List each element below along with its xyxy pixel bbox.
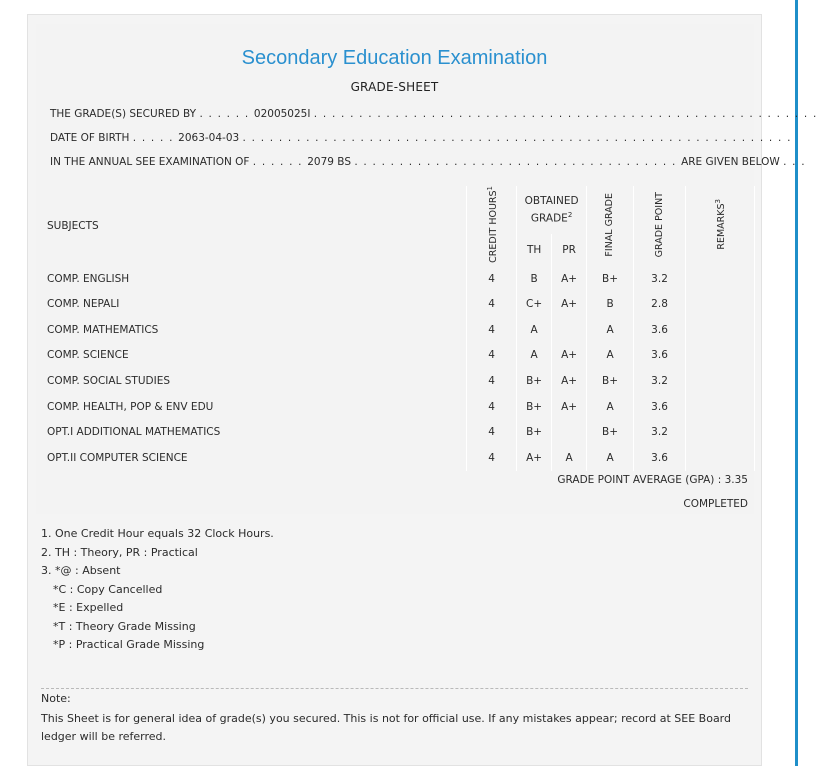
remarks xyxy=(686,445,755,471)
header-obtained-grade: OBTAINED GRADE$^2$ xyxy=(517,186,587,234)
credit-hours: 4 xyxy=(467,317,517,343)
pr-grade: A xyxy=(552,445,587,471)
note-divider xyxy=(41,688,748,689)
grade-point: 3.6 xyxy=(634,317,686,343)
symbol-number: 02005025I xyxy=(253,108,311,120)
footnote-item: *C : Copy Cancelled xyxy=(53,582,163,596)
credit-hours: 4 xyxy=(467,291,517,317)
grade-table xyxy=(39,186,755,471)
grade-point: 3.6 xyxy=(634,445,686,471)
footnote-item: *P : Practical Grade Missing xyxy=(53,638,205,651)
footnote-item: 3. *@ : Absent xyxy=(41,564,121,577)
credit-hours: 4 xyxy=(467,445,517,471)
grade-point: 3.6 xyxy=(634,343,686,369)
given-below: ARE GIVEN BELOW xyxy=(681,156,780,168)
exam-label: IN THE ANNUAL SEE EXAMINATION OF xyxy=(50,156,250,168)
th-grade: C+ xyxy=(517,291,552,317)
th-grade: B+ xyxy=(517,368,552,394)
credit-hours: 4 xyxy=(467,343,517,369)
credit-hours: 4 xyxy=(467,419,517,445)
info-exam: IN THE ANNUAL SEE EXAMINATION OF . . . . . . 2079 BS . . . . . . . . . . . . . . . . . . . . . . . . . . . . . . . . . . . . ARE GIVEN BELOW . . . xyxy=(50,156,806,168)
note-text: This Sheet is for general idea of grade(s) you secured. This is not for official use. If any mistakes appear; record at SEE Board ledger will be referred. xyxy=(41,712,731,743)
footnotes xyxy=(41,525,274,655)
remarks xyxy=(686,419,755,445)
header-credit-hours: CREDIT HOURS$^1$ xyxy=(467,186,517,266)
final-grade: A xyxy=(587,445,634,471)
header-final-grade: FINAL GRADE xyxy=(587,186,634,266)
dob-value: 2063-04-03 xyxy=(178,132,240,144)
subject-name: COMP. ENGLISH xyxy=(39,266,467,292)
header-pr: PR xyxy=(552,234,587,266)
table-row xyxy=(39,445,755,471)
grade-point: 2.8 xyxy=(634,291,686,317)
header-grade-point: GRADE POINT xyxy=(634,186,686,266)
table-row xyxy=(39,419,755,445)
info-dob: DATE OF BIRTH . . . . . 2063-04-03 . . . . . . . . . . . . . . . . . . . . . . . . . . . . . . . . . . . . . . . . . . . . . . . . . . . . . . . . . . . . . xyxy=(50,132,792,144)
table-row xyxy=(39,291,755,317)
table-row xyxy=(39,368,755,394)
footnote-item: *T : Theory Grade Missing xyxy=(53,619,196,633)
final-grade: B+ xyxy=(587,419,634,445)
remarks xyxy=(686,368,755,394)
header-remarks: REMARKS$^3$ xyxy=(686,186,755,266)
pr-grade: A+ xyxy=(552,368,587,394)
credit-hours: 4 xyxy=(467,368,517,394)
secured-by-label: THE GRADE(S) SECURED BY xyxy=(50,108,197,120)
subject-name: COMP. HEALTH, POP & ENV EDU xyxy=(39,394,467,420)
pr-grade xyxy=(552,317,587,343)
final-grade: A xyxy=(587,394,634,420)
subject-name: OPT.II COMPUTER SCIENCE xyxy=(39,445,467,471)
final-grade: B xyxy=(587,291,634,317)
pr-grade xyxy=(552,419,587,445)
remarks xyxy=(686,266,755,292)
pr-grade: A+ xyxy=(552,394,587,420)
remarks xyxy=(686,291,755,317)
final-grade: A xyxy=(587,343,634,369)
result-status: COMPLETED xyxy=(683,498,748,510)
note-label: Note: xyxy=(41,692,71,705)
sheet-title: GRADE-SHEET xyxy=(350,80,439,94)
grade-point: 3.2 xyxy=(634,368,686,394)
remarks xyxy=(686,343,755,369)
final-grade: B+ xyxy=(587,368,634,394)
grade-point: 3.2 xyxy=(634,419,686,445)
grade-point: 3.2 xyxy=(634,266,686,292)
footnote-item: 1. One Credit Hour equals 32 Clock Hours. xyxy=(41,527,274,540)
pr-grade: A+ xyxy=(552,343,587,369)
th-grade: B+ xyxy=(517,394,552,420)
table-row xyxy=(39,266,755,292)
remarks xyxy=(686,394,755,420)
exam-title: Secondary Education Examination xyxy=(241,47,548,69)
gpa-value: GRADE POINT AVERAGE (GPA) : 3.35 xyxy=(557,474,748,486)
pr-grade: A+ xyxy=(552,291,587,317)
table-row xyxy=(39,317,755,343)
final-grade: A xyxy=(587,317,634,343)
th-grade: A xyxy=(517,317,552,343)
header-subjects: SUBJECTS xyxy=(39,186,467,266)
th-grade: B xyxy=(517,266,552,292)
dob-label: DATE OF BIRTH xyxy=(50,132,130,144)
final-grade: B+ xyxy=(587,266,634,292)
subject-name: COMP. SOCIAL STUDIES xyxy=(39,368,467,394)
th-grade: A xyxy=(517,343,552,369)
pr-grade: A+ xyxy=(552,266,587,292)
subject-name: COMP. MATHEMATICS xyxy=(39,317,467,343)
credit-hours: 4 xyxy=(467,266,517,292)
remarks xyxy=(686,317,755,343)
footnote-item: *E : Expelled xyxy=(53,601,124,614)
grade-point: 3.6 xyxy=(634,394,686,420)
credit-hours: 4 xyxy=(467,394,517,420)
subject-name: OPT.I ADDITIONAL MATHEMATICS xyxy=(39,419,467,445)
footnote-item: 2. TH : Theory, PR : Practical xyxy=(41,545,198,559)
table-row xyxy=(39,343,755,369)
exam-year: 2079 BS xyxy=(307,156,351,168)
table-row xyxy=(39,394,755,420)
subject-name: COMP. SCIENCE xyxy=(39,343,467,369)
subject-name: COMP. NEPALI xyxy=(39,291,467,317)
header-th: TH xyxy=(517,234,552,266)
th-grade: A+ xyxy=(517,445,552,471)
th-grade: B+ xyxy=(517,419,552,445)
info-secured-by: THE GRADE(S) SECURED BY . . . . . . 02005025I . . . . . . . . . . . . . . . . . . . . . . . . . . . . . . . . . . . . . . . . . . . . . . . . . . . . . . . . xyxy=(50,108,817,120)
